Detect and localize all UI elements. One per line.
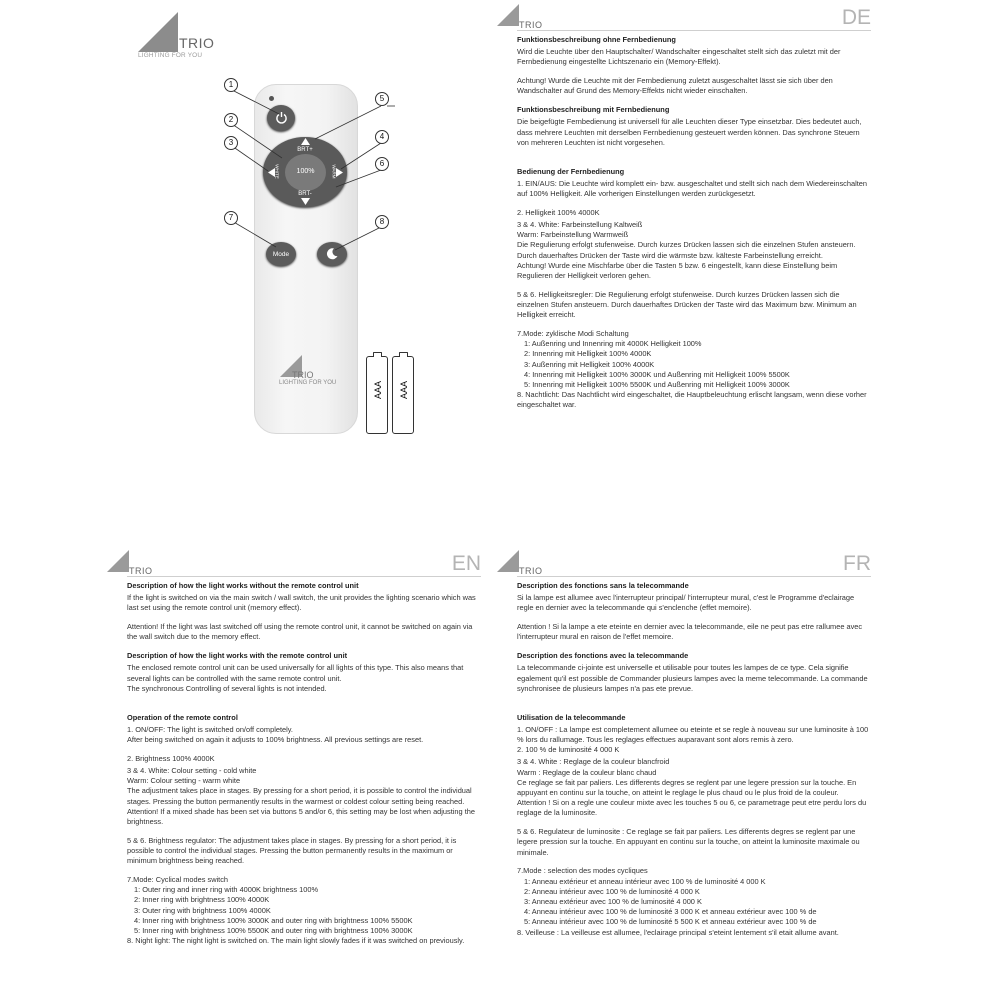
- battery-1: [366, 356, 388, 434]
- paragraph: If the light is switched on via the main switch / wall switch, the unit provides the lighting scenario which was last set using the remote control unit (memory effect).: [127, 593, 476, 613]
- panel-fr: [497, 550, 871, 1000]
- white-label: WHITE: [274, 164, 280, 179]
- list-item: 4: Anneau intérieur avec 100 % de luminosité 3 000 K et anneau extérieur avec 100 % de: [524, 907, 817, 917]
- list-item: 3: Anneau extérieur avec 100 % de luminosité 4 000 K: [524, 897, 702, 907]
- text-line: 8. Veilleuse : La veilleuse est allumee, l'eclairage principal s'eteint lentement s'il etait allume avant.: [517, 927, 839, 937]
- list-item: 5: Innenring mit Helligkeit 100% 5500K und Außenring mit Helligkeit 100% 3000K: [524, 380, 790, 390]
- list-item: 4: Innenring mit Helligkeit 100% 3000K und Außenring mit Helligkeit 100% 5500K: [524, 369, 790, 379]
- brt-down-label: BRT-: [298, 191, 312, 197]
- brand-name: TRIO: [179, 35, 215, 51]
- list-item: 3: Outer ring with brightness 100% 4000K: [134, 905, 271, 915]
- paragraph: Achtung! Wurde die Leuchte mit der Fernbedienung zuletzt ausgeschaltet lässt sie sich über den Wandschalter auf Grund des Memory-Effekts nicht wieder einschalten.: [517, 76, 833, 96]
- battery-2: [392, 356, 414, 434]
- list-heading: 7.Mode: Cyclical modes switch: [127, 875, 229, 885]
- header-brand: TRIO: [519, 566, 543, 576]
- paragraph: 5 & 6. Helligkeitsregler: Die Regulierung erfolgt stufenweise. Durch kurzes Drücken lassen sich die einzelnen Stufen ansteuern. Durch dauerhaftes Drücken der Taste wird das Maximum bzw. Minimum an Helligkeit erreicht.: [517, 289, 857, 320]
- text-line: Ce reglage se fait par paliers. Les differents degres se reglent par une legere pression sur la touche. En appuyant en continu sur la touche, on atteint le reglage le plus chaud ou le plus froid de la couleur.: [517, 777, 857, 798]
- panel-header: [497, 550, 871, 584]
- text-line: 8. Nachtlicht: Das Nachtlicht wird eingeschaltet, die Hauptbeleuchtung erlischt langsam, wenn diese vorher eingeschaltet war.: [517, 390, 867, 410]
- paragraph: Attention ! Si la lampe a ete eteinte en dernier avec la telecommande, eile ne peut pas etre rallumee avec l'interrupteur mural en raison de l'effet memoire.: [517, 622, 863, 642]
- spacer: [127, 703, 481, 713]
- text-line: The adjustment takes place in stages. By pressing for a short period, it is possible to control the individual stages. Pressing the button permanently results in the warmest or coldest colour setting being reached.: [127, 786, 472, 806]
- text-line: 1. ON/OFF: The light is switched on/off completely.: [127, 724, 293, 734]
- text-line: 8. Night light: The night light is switched on. The main light slowly fades if it was switched on previously.: [127, 936, 465, 946]
- paragraph: 1. EIN/AUS: Die Leuchte wird komplett ein- bzw. ausgeschaltet und stellt sich nach dem Wiedereinschalten auf 100% Helligkeit. Alle vorherigen Einstellungen werden zurückgesetzt.: [517, 178, 867, 199]
- panel-header: [107, 550, 481, 584]
- paragraph: Attention ! Si on a regle une couleur mixte avec les touches 5 ou 6, ce parametrage peut etre perdu lors du reglage de la luminosite.: [517, 798, 867, 818]
- panel-body: [517, 35, 871, 411]
- header-divider: [127, 576, 481, 577]
- remote-tagline: LIGHTING FOR YOU: [279, 380, 337, 386]
- section-heading: Funktionsbeschreibung ohne Fernbedienung: [517, 35, 676, 44]
- text-line: 2. Helligkeit 100% 4000K: [517, 207, 600, 217]
- list-item: 1: Outer ring and inner ring with 4000K brightness 100%: [134, 885, 319, 895]
- paragraph: Attention! If a mixed shade has been set via buttons 5 and/or 6, this setting may be lost when adjusting the brightness.: [127, 806, 475, 827]
- list-item: 2: Innenring mit Helligkeit 100% 4000K: [524, 349, 652, 359]
- paragraph: Si la lampe est allumee avec l'interrupteur principal/ l'interrupteur mural, c'est le Programme d'eclairage regle en dernier avec la telecommande qui s'enclenche (effet memoire).: [517, 593, 855, 613]
- paragraph: Die beigefügte Fernbedienung ist universell für alle Leuchten dieser Type einsetzbar. Dies bedeutet auch, dass mehrere Leuchten mit derselben Fernbedienung gesteuert werden können. Das synchrone Steuern von mehreren Leuchten ist nicht vorgesehen.: [517, 117, 862, 147]
- callout-6: 6: [375, 157, 389, 171]
- text-line: Die Regulierung erfolgt stufenweise. Durch kurzes Drücken lassen sich die einzelnen Stufen ansteuern. Durch dauerhaftes Drücken der Taste wird die wärmste bzw. kälteste Farbeinstellung erreicht.: [517, 240, 856, 260]
- section-heading: Operation of the remote control: [127, 712, 238, 722]
- text-line: The enclosed remote control unit can be used universally for all lights of this type. This also means that several lights can be controlled with the same remote control unit.: [127, 663, 464, 683]
- paragraph: 5 & 6. Regulateur de luminosite : Ce reglage se fait par paliers. Les differents degres se reglent par une legere pression sur la touche. En appuyant en continu sur la touche, on atteint la luminosite maximale ou minimale.: [517, 827, 860, 857]
- battery-1-terminal: [373, 352, 382, 357]
- text-line: 2. Brightness 100% 4000K: [127, 753, 215, 763]
- text-line: 3 & 4. White : Reglage de la couleur blancfroid: [517, 757, 670, 767]
- section-heading: Funktionsbeschreibung mit Fernbedienung: [517, 105, 670, 115]
- paragraph: 5 & 6. Brightness regulator: The adjustment takes place in stages. By pressing for a short period, it is possible to control the individual stages. Pressing the button permanently results in the maximum or minimum brightness being reached.: [127, 835, 457, 866]
- mode-label: Mode: [272, 251, 290, 258]
- callout-4: 4: [375, 130, 389, 144]
- spacer: [517, 157, 871, 167]
- section-heading: Description of how the light works without the remote control unit: [127, 581, 359, 590]
- brt-up-label: BRT+: [297, 147, 313, 153]
- panel-de: [497, 4, 871, 494]
- header-brand: TRIO: [129, 566, 153, 576]
- list-item: 3: Außenring mit Helligkeit 100% 4000K: [524, 359, 655, 369]
- trio-logo-icon: [497, 550, 519, 572]
- header-divider: [517, 30, 871, 31]
- paragraph: The synchronous Controlling of several lights is not intended.: [127, 683, 327, 693]
- callout-3: 3: [224, 136, 238, 150]
- section-heading: Utilisation de la telecommande: [517, 712, 626, 722]
- battery-2-terminal: [399, 352, 408, 357]
- paragraph: La telecommande ci-jointe est universelle et utilisable pour toutes les lampes de ce type. Cela signifie egalement qu'il est possible de Commander plusieurs lampes avec la meme telecommande. La commande synchronisee de plusieurs lampes n'a pas ete prevue.: [517, 663, 868, 693]
- text-line: Warm : Reglage de la couleur blanc chaud: [517, 767, 657, 777]
- list-item: 1: Außenring und Innenring mit 4000K Helligkeit 100%: [524, 339, 702, 349]
- list-item: 4: Inner ring with brightness 100% 3000K and outer ring with brightness 100% 5500K: [134, 915, 413, 925]
- panel-en: [107, 550, 481, 1000]
- list-item: 2: Anneau intérieur avec 100 % de luminosité 4 000 K: [524, 886, 700, 896]
- list-item: 1: Anneau extérieur et anneau intérieur avec 100 % de luminosité 4 000 K: [524, 876, 766, 886]
- list-item: 5: Anneau intérieur avec 100 % de luminosité 5 500 K et anneau extérieur avec 100 % de: [524, 917, 817, 927]
- spacer: [517, 703, 871, 713]
- callout-8: 8: [375, 215, 389, 229]
- text-line: 1. ON/OFF : La lampe est completement allumee ou eteinte et se regle à nouveau sur une luminosite à 100 % lors du rallumage. Tous les reglages effectues auparavant sont alors remis à zero.: [517, 724, 869, 745]
- brand-tagline: LIGHTING FOR YOU: [138, 52, 203, 59]
- callout-5: 5: [375, 92, 389, 106]
- list-heading: 7.Mode : selection des modes cycliques: [517, 866, 648, 876]
- trio-logo-icon: [107, 550, 129, 572]
- text-line: 2. 100 % de luminosité 4 000 K: [517, 745, 620, 755]
- callout-7: 7: [224, 211, 238, 225]
- text-line: 3 & 4. White: Colour setting - cold white: [127, 766, 257, 776]
- panel-body: [127, 581, 481, 946]
- panel-header: [497, 4, 871, 38]
- center-label: 100%: [296, 168, 315, 175]
- paragraph: Attention! If the light was last switched off using the remote control unit, it cannot be switched on again via the wall switch due to the memory effect.: [127, 622, 473, 642]
- paragraph: After being switched on again it adjusts to 100% brightness. All previous settings are reset.: [127, 735, 424, 745]
- list-heading: 7.Mode: zyklische Modi Schaltung: [517, 329, 629, 339]
- header-divider: [517, 576, 871, 577]
- section-heading: Description des fonctions avec la telecommande: [517, 651, 689, 661]
- callout-2: 2: [224, 113, 238, 127]
- paragraph: Achtung! Wurde eine Mischfarbe über die Tasten 5 bzw. 6 eingestellt, kann diese Einstellung beim Regulieren der Helligkeit verloren gehen.: [517, 260, 838, 281]
- callout-1: 1: [224, 78, 238, 92]
- text-line: Warm: Farbeinstellung Warmweiß: [517, 230, 629, 240]
- warm-label: WARM: [331, 164, 337, 179]
- section-heading: Description of how the light works with the remote control unit: [127, 651, 348, 661]
- header-brand: TRIO: [519, 20, 543, 30]
- list-item: 5: Inner ring with brightness 100% 5500K and outer ring with brightness 100% 3000K: [134, 926, 413, 936]
- language-code: EN: [451, 552, 481, 575]
- section-heading: Bedienung der Fernbedienung: [517, 166, 625, 176]
- language-code: FR: [843, 552, 871, 575]
- battery-1-label: AAA: [373, 381, 383, 400]
- text-line: 3 & 4. White: Farbeinstellung Kaltweiß: [517, 220, 643, 230]
- text-line: Warm: Colour setting - warm white: [127, 776, 241, 786]
- language-code: DE: [841, 6, 871, 29]
- battery-2-label: AAA: [399, 381, 409, 400]
- panel-body: [517, 581, 871, 938]
- list-item: 2: Inner ring with brightness 100% 4000K: [134, 895, 270, 905]
- trio-logo-icon: [497, 4, 519, 26]
- remote-brand: TRIO: [292, 370, 314, 380]
- paragraph: Wird die Leuchte über den Hauptschalter/ Wandschalter eingeschaltet stellt sich das zuletzt mit der Fernbedienung eingestellte Lichtszenario ein (Memory-Effekt).: [517, 47, 841, 67]
- section-heading: Description des fonctions sans la telecommande: [517, 581, 689, 590]
